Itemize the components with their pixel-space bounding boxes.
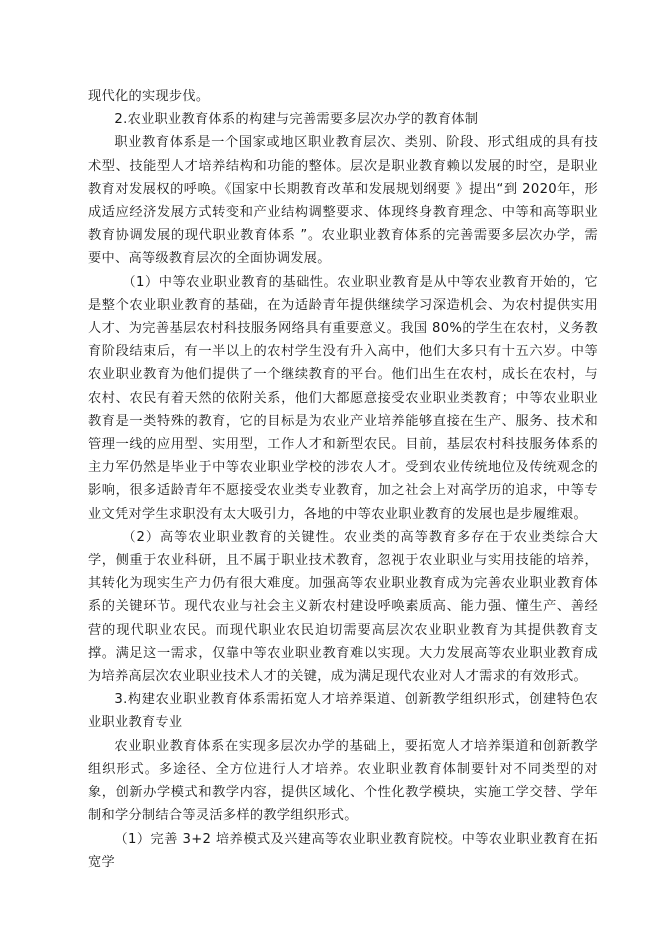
section-heading-3: 3.构建农业职业教育体系需拓宽人才培养渠道、创新教学组织形式，创建特色农业职业教育专业 xyxy=(88,692,598,731)
paragraph-vocational-system: 职业教育体系是一个国家或地区职业教育层次、类别、阶段、形式组成的具有技术型、技能型人才培养结构和功能的整体。层次是职业教育赖以发展的时空，是职业教育对发展权的呼唤。《国家中长期教育改革和发展规划纲要 》提出“到 2020年，形成适应经济发展方式转变和产业结构调整要求、体现终身教育理念、中等和高等职业教育协调发展的现代职业教育体系 ”。农业职业教育体系的完善需要多层次办学，需要中、高等级教育层次的全面协调发展。 xyxy=(88,135,598,267)
paragraph-higher-education: （2）高等农业职业教育的关键性。农业类的高等教育多存在于农业类综合大学，侧重于农业科研，且不属于职业技术教育，忽视于农业职业与实用技能的培养，其转化为现实生产力仍有很大难度。加强高等农业职业教育成为完善农业职业教育体系的关键环节。现代农业与社会主义新农村建设呼唤素质高、能力强、懂生产、善经营的现代职业农民。而现代职业农民迫切需要高层次农业职业教育为其提供教育支撑。满足这一需求，仅靠中等农业职业教育难以实现。大力发展高等农业职业教育成为培养高层次农业职业技术人才的关键，成为满足现代农业对人才需求的有效形式。 xyxy=(88,529,598,685)
paragraph-continuation: 现代化的实现步伐。 xyxy=(88,89,210,104)
paragraph-secondary-education: （1）中等农业职业教育的基础性。农业职业教育是从中等农业教育开始的，它是整个农业职业教育的基础，在为适龄青年提供继续学习深造机会、为农村提供实用人才、为完善基层农村科技服务网络具有重要意义。我国 80%的学生在农村，义务教育阶段结束后，有一半以上的农村学生没有升入高中，他们大多只有十五六岁。中等农业职业教育为他们提供了一个继续教育的平台。他们出生在农村，成长在农村，与农村、农民有着天然的依附关系，他们大都愿意接受农业职业类教育；中等农业职业教育是一类特殊的教育，它的目标是为农业产业培养能够直接在生产、服务、技术和管理一线的应用型、实用型，工作人才和新型农民。目前，基层农村科技服务体系的主力军仍然是毕业于中等农业职业学校的涉农人才。受到农业传统地位及传统观念的影响，很多适龄青年不愿接受农业类专业教育，加之社会上对高学历的追求，中等专业文凭对学生求职没有太大吸引力，各地的中等农业职业教育的发展也是步履维艰。 xyxy=(88,274,598,522)
document-body xyxy=(88,85,598,874)
section-heading-2: 2.农业职业教育体系的构建与完善需要多层次办学的教育体制 xyxy=(114,112,479,128)
paragraph-training-channels: 农业职业教育体系在实现多层次办学的基础上，要拓宽人才培养渠道和创新教学组织形式。多途径、全方位进行人才培养。农业职业教育体制要针对不同类型的对象，创新办学模式和教学内容，提供区域化、个性化教学模块，实施工学交替、学年制和学分制结合等灵活多样的教学组织形式。 xyxy=(88,738,598,824)
paragraph-3plus2-model: （1）完善 3+2 培养模式及兴建高等农业职业教育院校。中等农业职业教育在拓宽学 xyxy=(88,831,598,870)
